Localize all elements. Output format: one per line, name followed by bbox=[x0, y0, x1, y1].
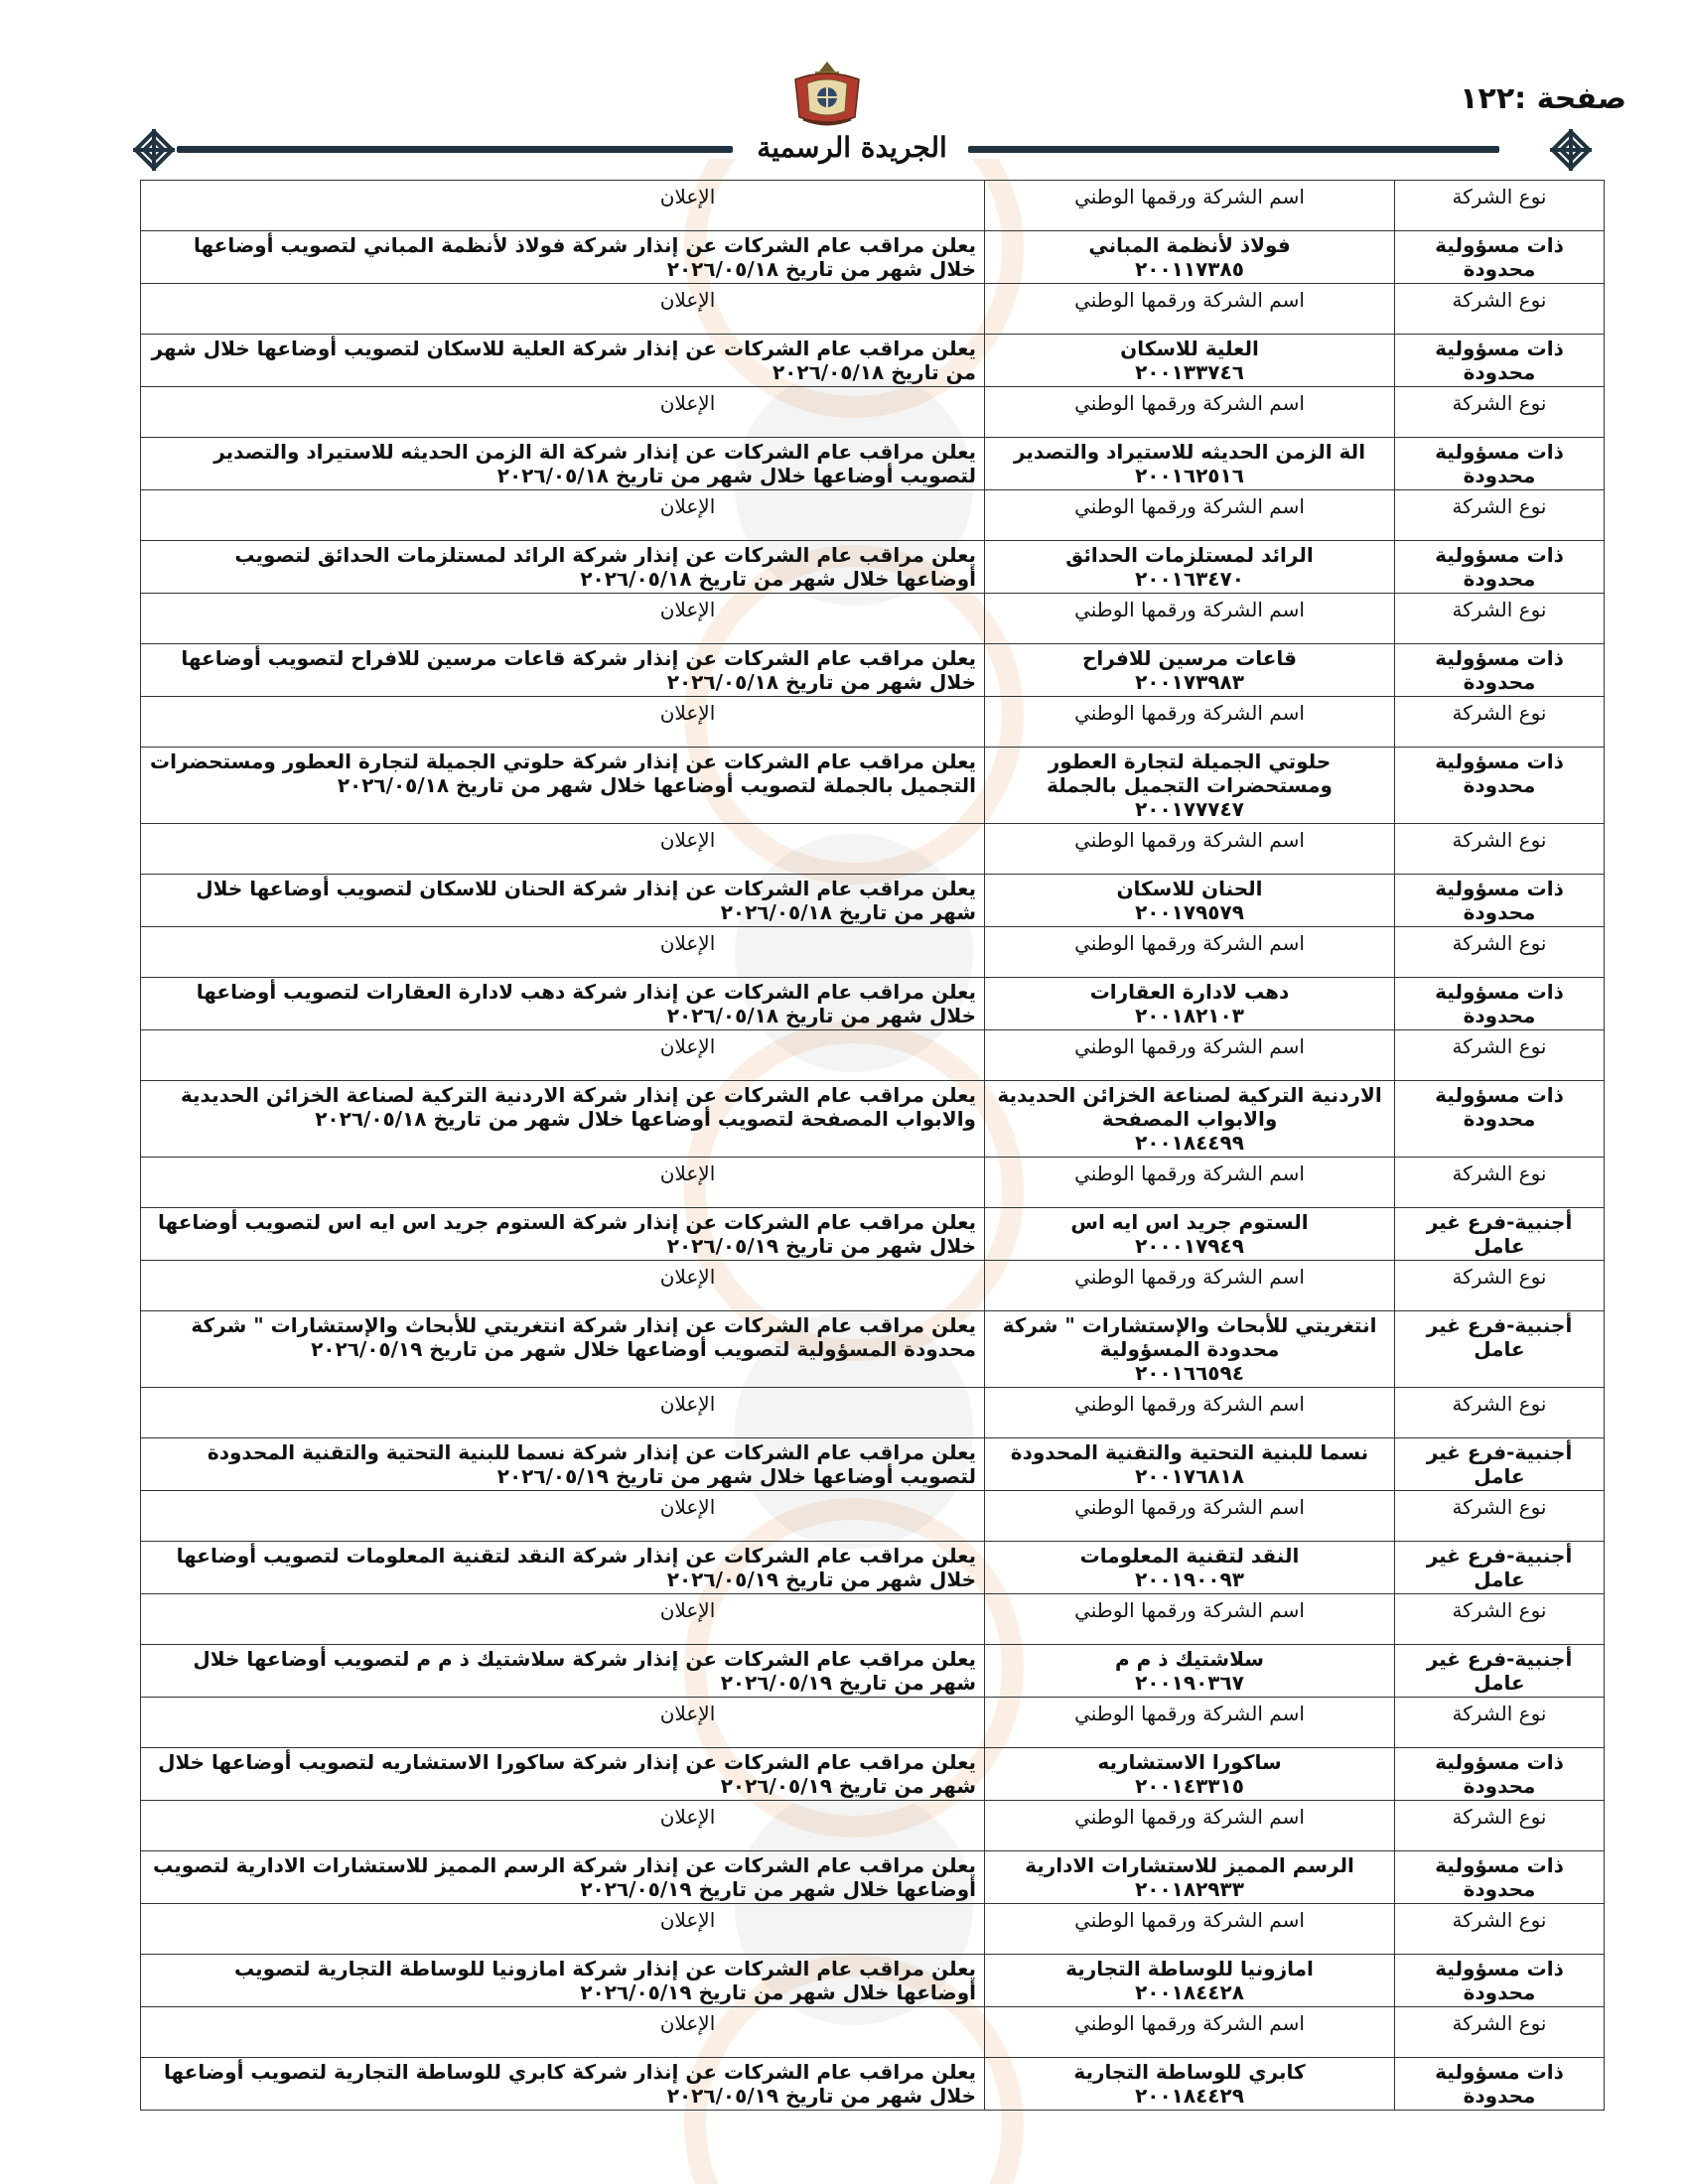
company-type: ذات مسؤولية محدودة bbox=[1395, 541, 1605, 594]
company-number: ٢٠٠١٧٣٩٨٣ bbox=[1135, 670, 1244, 694]
company-type: أجنبية-فرع غير عامل bbox=[1395, 1438, 1605, 1491]
notice-header: الإعلان bbox=[141, 1491, 985, 1542]
notice-text: يعلن مراقب عام الشركات عن إنذار شركة الستوم جريد اس ايه اس لتصويب أوضاعها خلال شهر من تاريخ ٢٠٢٦/٠٥/١٩ bbox=[141, 1208, 985, 1261]
company-name-cell bbox=[985, 748, 1395, 824]
header-row bbox=[141, 284, 1605, 335]
company-name: الرائد لمستلزمات الحدائق bbox=[1065, 543, 1314, 567]
table-row bbox=[141, 438, 1605, 490]
header-row bbox=[141, 1491, 1605, 1542]
company-number: ٢٠٠١٨٤٤٢٨ bbox=[1135, 1980, 1244, 2004]
header-row bbox=[141, 490, 1605, 541]
company-type: ذات مسؤولية محدودة bbox=[1395, 1955, 1605, 2007]
header-row bbox=[141, 1030, 1605, 1081]
type-header: نوع الشركة bbox=[1395, 1491, 1605, 1542]
table-row bbox=[141, 1208, 1605, 1261]
company-number: ٢٠٠١٩٠٣٦٧ bbox=[1135, 1671, 1244, 1695]
table-row bbox=[141, 1851, 1605, 1904]
type-header: نوع الشركة bbox=[1395, 1261, 1605, 1311]
notice-text: يعلن مراقب عام الشركات عن إنذار شركة امازونيا للوساطة التجارية لتصويب أوضاعها خلال شهر من تاريخ ٢٠٢٦/٠٥/١٩ bbox=[141, 1955, 985, 2007]
company-name-cell bbox=[985, 875, 1395, 927]
header-row bbox=[141, 824, 1605, 875]
company-type: ذات مسؤولية محدودة bbox=[1395, 438, 1605, 490]
company-name-cell bbox=[985, 1955, 1395, 2007]
notice-header: الإعلان bbox=[141, 1261, 985, 1311]
company-type: ذات مسؤولية محدودة bbox=[1395, 978, 1605, 1030]
company-number: ٢٠٠١٤٣٣١٥ bbox=[1135, 1774, 1244, 1798]
company-name-cell bbox=[985, 335, 1395, 387]
notice-text: يعلن مراقب عام الشركات عن إنذار شركة حلوتي الجميلة لتجارة العطور ومستحضرات التجميل بالجملة لتصويب أوضاعها خلال شهر من تاريخ ٢٠٢٦/٠٥/١٨ bbox=[141, 748, 985, 824]
type-header: نوع الشركة bbox=[1395, 1388, 1605, 1438]
notice-text: يعلن مراقب عام الشركات عن إنذار شركة الحنان للاسكان لتصويب أوضاعها خلال شهر من تاريخ ٢٠٢٦/٠٥/١٨ bbox=[141, 875, 985, 927]
name-header: اسم الشركة ورقمها الوطني bbox=[985, 1801, 1395, 1851]
header-row bbox=[141, 1158, 1605, 1208]
company-type: ذات مسؤولية محدودة bbox=[1395, 644, 1605, 697]
notice-header: الإعلان bbox=[141, 2007, 985, 2058]
table-row bbox=[141, 1438, 1605, 1491]
table-row bbox=[141, 231, 1605, 284]
table-row bbox=[141, 1645, 1605, 1698]
company-number: ٢٠٠١٧٩٥٧٩ bbox=[1135, 900, 1244, 924]
name-header: اسم الشركة ورقمها الوطني bbox=[985, 1388, 1395, 1438]
ornament-knot-icon bbox=[1546, 125, 1596, 175]
notice-text: يعلن مراقب عام الشركات عن إنذار شركة انتغريتي للأبحاث والإستشارات " شركة محدودة المسؤولية لتصويب أوضاعها خلال شهر من تاريخ ٢٠٢٦/٠٥/١٩ bbox=[141, 1311, 985, 1388]
gazette-title: الجريدة الرسمية bbox=[757, 131, 947, 164]
table-row bbox=[141, 644, 1605, 697]
header-row bbox=[141, 387, 1605, 438]
name-header: اسم الشركة ورقمها الوطني bbox=[985, 490, 1395, 541]
company-name: الحنان للاسكان bbox=[1116, 877, 1263, 900]
name-header: اسم الشركة ورقمها الوطني bbox=[985, 1030, 1395, 1081]
table-row bbox=[141, 1955, 1605, 2007]
name-header: اسم الشركة ورقمها الوطني bbox=[985, 697, 1395, 748]
company-name: حلوتي الجميلة لتجارة العطور ومستحضرات التجميل بالجملة bbox=[1047, 750, 1333, 797]
company-name-cell bbox=[985, 1438, 1395, 1491]
company-name-cell bbox=[985, 1851, 1395, 1904]
type-header: نوع الشركة bbox=[1395, 387, 1605, 438]
type-header: نوع الشركة bbox=[1395, 490, 1605, 541]
company-name: دهب لادارة العقارات bbox=[1089, 980, 1290, 1004]
company-name: الاردنية التركية لصناعة الخزائن الحديدية والابواب المصفحة bbox=[997, 1083, 1382, 1131]
type-header: نوع الشركة bbox=[1395, 697, 1605, 748]
company-name-cell bbox=[985, 541, 1395, 594]
company-number: ٢٠٠١٦٢٥١٦ bbox=[1135, 464, 1244, 487]
notice-header: الإعلان bbox=[141, 1801, 985, 1851]
table-row bbox=[141, 2058, 1605, 2111]
type-header: نوع الشركة bbox=[1395, 594, 1605, 644]
company-type: ذات مسؤولية محدودة bbox=[1395, 748, 1605, 824]
name-header: اسم الشركة ورقمها الوطني bbox=[985, 1491, 1395, 1542]
notice-text: يعلن مراقب عام الشركات عن إنذار شركة الرسم المميز للاستشارات الادارية لتصويب أوضاعها خلال شهر من تاريخ ٢٠٢٦/٠٥/١٩ bbox=[141, 1851, 985, 1904]
company-type: أجنبية-فرع غير عامل bbox=[1395, 1542, 1605, 1594]
table-row bbox=[141, 335, 1605, 387]
name-header: اسم الشركة ورقمها الوطني bbox=[985, 1698, 1395, 1748]
notice-header: الإعلان bbox=[141, 490, 985, 541]
page-number: صفحة :١٢٢ bbox=[1460, 81, 1626, 116]
company-name-cell bbox=[985, 644, 1395, 697]
company-name: الرسم المميز للاستشارات الادارية bbox=[1025, 1853, 1354, 1877]
type-header: نوع الشركة bbox=[1395, 284, 1605, 335]
masthead-rule-left bbox=[177, 146, 733, 153]
company-type: ذات مسؤولية محدودة bbox=[1395, 1851, 1605, 1904]
notice-header: الإعلان bbox=[141, 1594, 985, 1645]
notice-header: الإعلان bbox=[141, 1158, 985, 1208]
company-number: ٢٠٠١٧٦٨١٨ bbox=[1135, 1464, 1244, 1488]
header-row bbox=[141, 1801, 1605, 1851]
name-header: اسم الشركة ورقمها الوطني bbox=[985, 927, 1395, 978]
notice-text: يعلن مراقب عام الشركات عن إنذار شركة سلاشتيك ذ م م لتصويب أوضاعها خلال شهر من تاريخ ٢٠٢٦/٠٥/١٩ bbox=[141, 1645, 985, 1698]
company-name-cell bbox=[985, 1645, 1395, 1698]
notice-text: يعلن مراقب عام الشركات عن إنذار شركة الاردنية التركية لصناعة الخزائن الحديدية والابواب المصفحة لتصويب أوضاعها خلال شهر من تاريخ ٢٠٢٦/٠٥/١٨ bbox=[141, 1081, 985, 1158]
notice-header: الإعلان bbox=[141, 284, 985, 335]
royal-emblem-icon bbox=[789, 58, 865, 127]
header-row bbox=[141, 1261, 1605, 1311]
company-name-cell bbox=[985, 978, 1395, 1030]
notice-text: يعلن مراقب عام الشركات عن إنذار شركة دهب لادارة العقارات لتصويب أوضاعها خلال شهر من تاريخ ٢٠٢٦/٠٥/١٨ bbox=[141, 978, 985, 1030]
table-row bbox=[141, 1311, 1605, 1388]
name-header: اسم الشركة ورقمها الوطني bbox=[985, 1904, 1395, 1955]
table-row bbox=[141, 1542, 1605, 1594]
type-header: نوع الشركة bbox=[1395, 1801, 1605, 1851]
type-header: نوع الشركة bbox=[1395, 927, 1605, 978]
company-type: ذات مسؤولية محدودة bbox=[1395, 231, 1605, 284]
company-type: ذات مسؤولية محدودة bbox=[1395, 1081, 1605, 1158]
header-row bbox=[141, 697, 1605, 748]
company-name: الستوم جريد اس ايه اس bbox=[1070, 1210, 1309, 1234]
masthead-rule-right bbox=[968, 146, 1499, 153]
type-header: نوع الشركة bbox=[1395, 1904, 1605, 1955]
company-type: ذات مسؤولية محدودة bbox=[1395, 1748, 1605, 1801]
company-number: ٢٠٠١٨٢٩٣٣ bbox=[1135, 1877, 1244, 1901]
name-header: اسم الشركة ورقمها الوطني bbox=[985, 1158, 1395, 1208]
notice-text: يعلن مراقب عام الشركات عن إنذار شركة الة الزمن الحديثه للاستيراد والتصدير لتصويب أوضاعها خلال شهر من تاريخ ٢٠٢٦/٠٥/١٨ bbox=[141, 438, 985, 490]
company-type: أجنبية-فرع غير عامل bbox=[1395, 1311, 1605, 1388]
company-name-cell bbox=[985, 1311, 1395, 1388]
company-name: قاعات مرسين للافراح bbox=[1082, 646, 1297, 670]
notice-text: يعلن مراقب عام الشركات عن إنذار شركة ساكورا الاستشاريه لتصويب أوضاعها خلال شهر من تاريخ ٢٠٢٦/٠٥/١٩ bbox=[141, 1748, 985, 1801]
company-number: ٢٠٠٠١٧٩٤٩ bbox=[1135, 1234, 1244, 1258]
table-row bbox=[141, 1081, 1605, 1158]
notice-text: يعلن مراقب عام الشركات عن إنذار شركة النقد لتقنية المعلومات لتصويب أوضاعها خلال شهر من تاريخ ٢٠٢٦/٠٥/١٩ bbox=[141, 1542, 985, 1594]
notice-text: يعلن مراقب عام الشركات عن إنذار شركة قاعات مرسين للافراح لتصويب أوضاعها خلال شهر من تاريخ ٢٠٢٦/٠٥/١٨ bbox=[141, 644, 985, 697]
header-row bbox=[141, 2007, 1605, 2058]
notice-text: يعلن مراقب عام الشركات عن إنذار شركة العلية للاسكان لتصويب أوضاعها خلال شهر من تاريخ ٢٠٢٦/٠٥/١٨ bbox=[141, 335, 985, 387]
name-header: اسم الشركة ورقمها الوطني bbox=[985, 1594, 1395, 1645]
company-number: ٢٠٠١٨٤٤٩٩ bbox=[1135, 1131, 1244, 1155]
notice-text: يعلن مراقب عام الشركات عن إنذار شركة نسما للبنية التحتية والتقنية المحدودة لتصويب أوضاعها خلال شهر من تاريخ ٢٠٢٦/٠٥/١٩ bbox=[141, 1438, 985, 1491]
company-name: الة الزمن الحديثه للاستيراد والتصدير bbox=[1013, 440, 1366, 464]
notice-header: الإعلان bbox=[141, 824, 985, 875]
company-name: انتغريتي للأبحاث والإستشارات " شركة محدودة المسؤولية bbox=[1002, 1313, 1377, 1361]
name-header: اسم الشركة ورقمها الوطني bbox=[985, 1261, 1395, 1311]
company-number: ٢٠٠١٦٣٤٧٠ bbox=[1135, 567, 1244, 591]
company-name: كابري للوساطة التجارية bbox=[1073, 2060, 1306, 2084]
notice-header: الإعلان bbox=[141, 1388, 985, 1438]
company-name-cell bbox=[985, 2058, 1395, 2111]
company-name-cell bbox=[985, 1748, 1395, 1801]
name-header: اسم الشركة ورقمها الوطني bbox=[985, 387, 1395, 438]
company-number: ٢٠٠١٨٢١٠٣ bbox=[1135, 1004, 1244, 1027]
type-header: نوع الشركة bbox=[1395, 181, 1605, 231]
company-name-cell bbox=[985, 1542, 1395, 1594]
table-row bbox=[141, 541, 1605, 594]
company-type: ذات مسؤولية محدودة bbox=[1395, 2058, 1605, 2111]
company-name-cell bbox=[985, 231, 1395, 284]
company-number: ٢٠٠١٩٠٠٩٣ bbox=[1135, 1568, 1244, 1591]
name-header: اسم الشركة ورقمها الوطني bbox=[985, 284, 1395, 335]
notice-header: الإعلان bbox=[141, 594, 985, 644]
company-number: ٢٠٠١٦٦٥٩٤ bbox=[1135, 1361, 1244, 1385]
notice-header: الإعلان bbox=[141, 697, 985, 748]
notices-table bbox=[140, 180, 1605, 2111]
header-row bbox=[141, 181, 1605, 231]
header-row bbox=[141, 1388, 1605, 1438]
notice-header: الإعلان bbox=[141, 927, 985, 978]
table-row bbox=[141, 748, 1605, 824]
company-number: ٢٠٠١٨٤٤٢٩ bbox=[1135, 2084, 1244, 2108]
company-name: سلاشتيك ذ م م bbox=[1115, 1647, 1264, 1671]
name-header: اسم الشركة ورقمها الوطني bbox=[985, 594, 1395, 644]
type-header: نوع الشركة bbox=[1395, 1698, 1605, 1748]
notice-header: الإعلان bbox=[141, 1904, 985, 1955]
type-header: نوع الشركة bbox=[1395, 824, 1605, 875]
notice-header: الإعلان bbox=[141, 1698, 985, 1748]
type-header: نوع الشركة bbox=[1395, 1158, 1605, 1208]
table-row bbox=[141, 978, 1605, 1030]
company-name: امازونيا للوساطة التجارية bbox=[1065, 1957, 1314, 1980]
header-row bbox=[141, 1904, 1605, 1955]
notice-header: الإعلان bbox=[141, 387, 985, 438]
notice-header: الإعلان bbox=[141, 181, 985, 231]
header-row bbox=[141, 1594, 1605, 1645]
company-name: نسما للبنية التحتية والتقنية المحدودة bbox=[1010, 1440, 1369, 1464]
name-header: اسم الشركة ورقمها الوطني bbox=[985, 181, 1395, 231]
company-type: أجنبية-فرع غير عامل bbox=[1395, 1645, 1605, 1698]
name-header: اسم الشركة ورقمها الوطني bbox=[985, 824, 1395, 875]
company-type: ذات مسؤولية محدودة bbox=[1395, 875, 1605, 927]
company-name-cell bbox=[985, 1208, 1395, 1261]
type-header: نوع الشركة bbox=[1395, 1594, 1605, 1645]
company-name: فولاذ لأنظمة المباني bbox=[1088, 233, 1291, 257]
notice-text: يعلن مراقب عام الشركات عن إنذار شركة الرائد لمستلزمات الحدائق لتصويب أوضاعها خلال شهر من تاريخ ٢٠٢٦/٠٥/١٨ bbox=[141, 541, 985, 594]
header-row bbox=[141, 927, 1605, 978]
notice-text: يعلن مراقب عام الشركات عن إنذار شركة كابري للوساطة التجارية لتصويب أوضاعها خلال شهر من تاريخ ٢٠٢٦/٠٥/١٩ bbox=[141, 2058, 985, 2111]
company-type: ذات مسؤولية محدودة bbox=[1395, 335, 1605, 387]
company-number: ٢٠٠١٧٧٧٤٧ bbox=[1135, 797, 1244, 821]
type-header: نوع الشركة bbox=[1395, 1030, 1605, 1081]
company-name: العلية للاسكان bbox=[1120, 337, 1259, 360]
header-row bbox=[141, 1698, 1605, 1748]
company-name-cell bbox=[985, 438, 1395, 490]
table-row bbox=[141, 875, 1605, 927]
company-name-cell bbox=[985, 1081, 1395, 1158]
ornament-knot-icon bbox=[129, 125, 179, 175]
type-header: نوع الشركة bbox=[1395, 2007, 1605, 2058]
company-name: ساكورا الاستشاريه bbox=[1097, 1750, 1282, 1774]
company-number: ٢٠٠١٣٣٧٤٦ bbox=[1135, 360, 1244, 384]
company-name: النقد لتقنية المعلومات bbox=[1079, 1544, 1300, 1568]
company-type: أجنبية-فرع غير عامل bbox=[1395, 1208, 1605, 1261]
header-row bbox=[141, 594, 1605, 644]
notice-text: يعلن مراقب عام الشركات عن إنذار شركة فولاذ لأنظمة المباني لتصويب أوضاعها خلال شهر من تاريخ ٢٠٢٦/٠٥/١٨ bbox=[141, 231, 985, 284]
name-header: اسم الشركة ورقمها الوطني bbox=[985, 2007, 1395, 2058]
company-number: ٢٠٠١١٧٣٨٥ bbox=[1135, 257, 1244, 281]
table-row bbox=[141, 1748, 1605, 1801]
notice-header: الإعلان bbox=[141, 1030, 985, 1081]
